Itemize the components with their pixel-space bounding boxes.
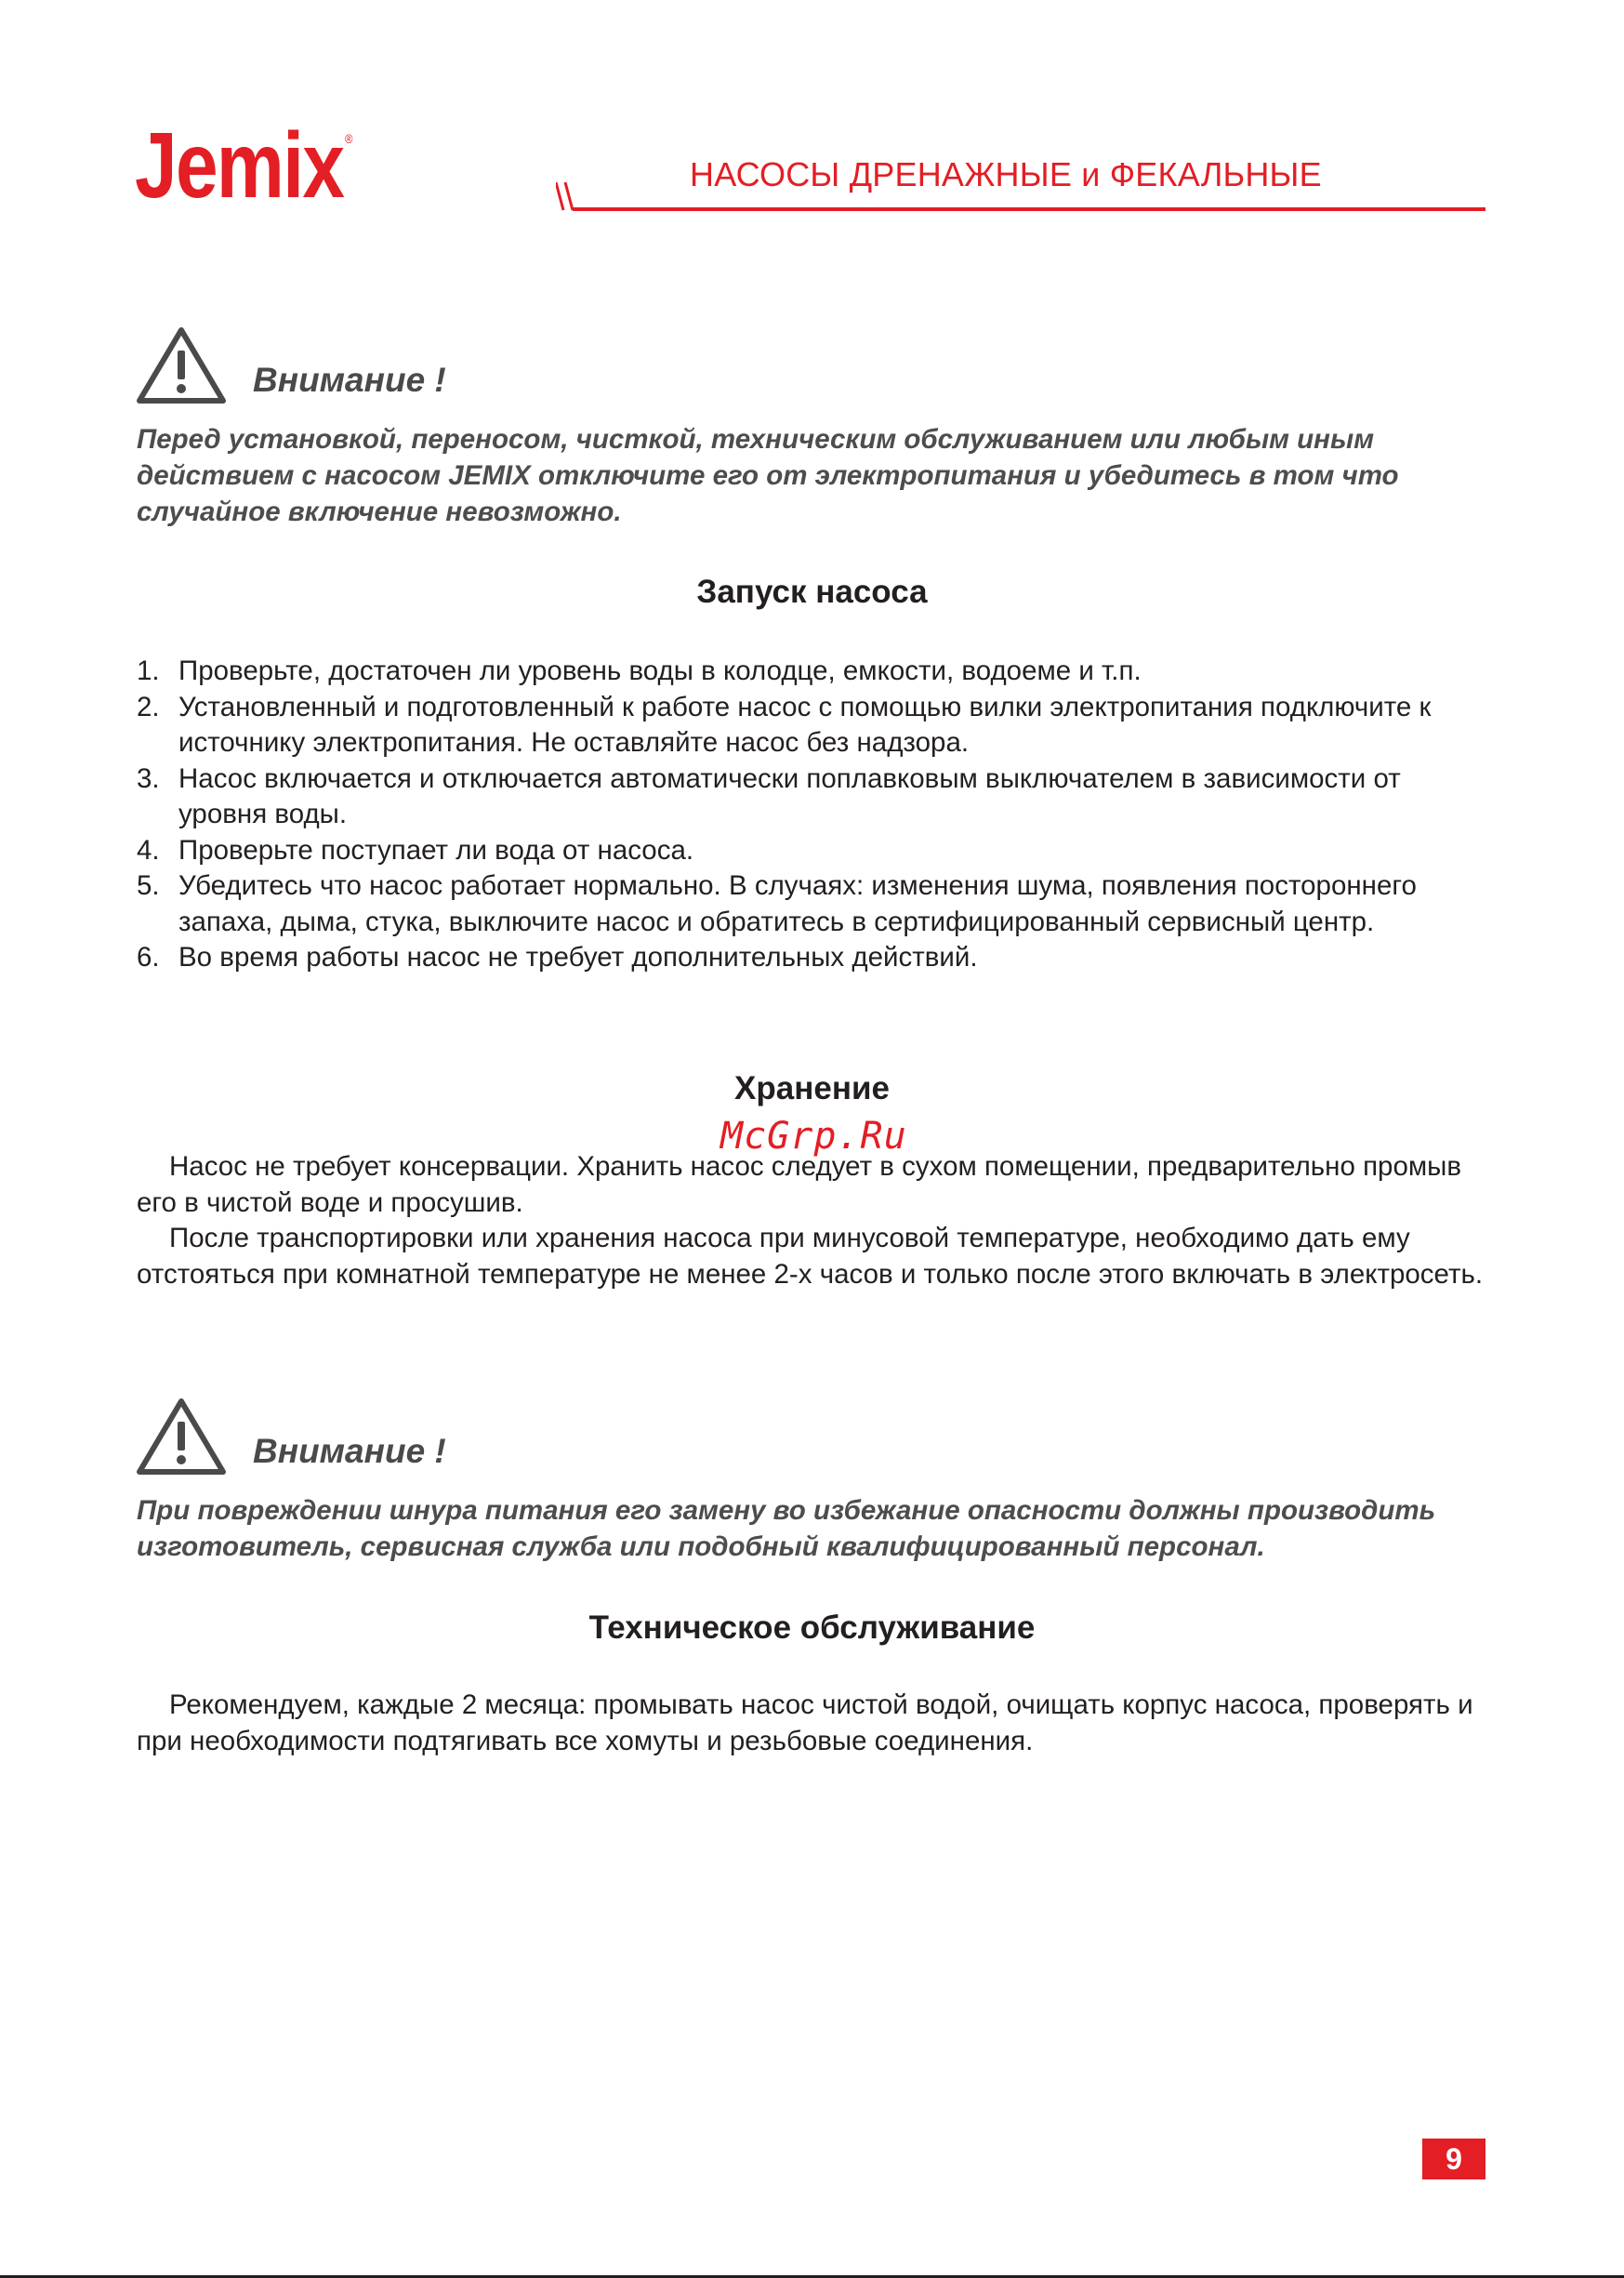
maintenance-paragraph-1: Рекомендуем, каждые 2 месяца: промывать насос чистой водой, очищать корпус насоса, проверять и при необходимости подтягивать все хомуты и резьбовые соединения. — [137, 1689, 1473, 1756]
warning-triangle-icon — [136, 1397, 227, 1477]
warning-1-text: Перед установкой, переносом, чисткой, техническим обслуживанием или любым иным действием с насосом JEMIX отключите его от электропитания и убедитесь в том что случайное включение невозможно. — [137, 424, 1399, 527]
list-text: Проверьте, достаточен ли уровень воды в колодце, емкости, водоеме и т.п. — [178, 656, 1142, 686]
list-item — [137, 762, 1494, 833]
section-heading-startup: Запуск насоса — [696, 574, 928, 610]
storage-paragraph-2: После транспортировки или хранения насоса при минусовой температуре, необходимо дать ему отстояться при комнатной температуре не менее 2-х часов и только после этого включать в электросеть. — [137, 1223, 1484, 1290]
startup-steps-list — [137, 654, 1494, 976]
page-number: 9 — [1422, 2139, 1485, 2179]
list-text: Убедитесь что насос работает нормально. В случаях: изменения шума, появления постороннего запаха, дыма, стука, выключите насос и обратитесь в сертифицированный сервисный центр. — [178, 870, 1417, 937]
brand-name: Jemix — [135, 113, 344, 218]
list-item — [137, 690, 1494, 762]
list-item — [137, 654, 1494, 690]
list-text: Во время работы насос не требует дополнительных действий. — [178, 942, 978, 973]
section-heading-maintenance: Техническое обслуживание — [588, 1609, 1036, 1646]
maintenance-text — [137, 1688, 1494, 1759]
list-item — [137, 868, 1494, 940]
list-number: 3. — [137, 762, 160, 794]
warning-triangle-icon — [136, 325, 227, 405]
warning-2-text: При повреждении шнура питания его замену во избежание опасности должны производить изготовитель, сервисная служба или подобный квалифицированный персонал. — [137, 1495, 1436, 1562]
list-text: Проверьте поступает ли вода от насоса. — [178, 834, 694, 866]
section-heading-storage: Хранение — [734, 1070, 890, 1106]
list-number: 6. — [137, 942, 160, 973]
warning-2-title: Внимание ! — [253, 1432, 446, 1470]
list-text: Насос включается и отключается автоматически поплавковым выключателем в зависимости от уровня воды. — [178, 762, 1401, 829]
brand-logo — [135, 113, 351, 218]
storage-text — [137, 1149, 1494, 1292]
list-number: 1. — [137, 656, 160, 686]
list-number: 2. — [137, 691, 160, 722]
warning-1-title: Внимание ! — [253, 361, 446, 399]
list-item — [137, 940, 1494, 976]
list-number: 5. — [137, 870, 160, 901]
header-underline — [556, 182, 1485, 219]
list-item — [137, 833, 1494, 869]
header-title: НАСОСЫ ДРЕНАЖНЫЕ и ФЕКАЛЬНЫЕ — [690, 155, 1322, 193]
registered-mark: ® — [344, 131, 351, 146]
watermark: McGrp.Ru — [720, 1115, 907, 1158]
storage-paragraph-1: Насос не требует консервации. Хранить насос следует в сухом помещении, предварительно промыв его в чистой воде и просушив. — [137, 1151, 1462, 1218]
list-text: Установленный и подготовленный к работе насос с помощью вилки электропитания подключите к источнику электропитания. Не оставляйте насос без надзора. — [178, 691, 1432, 758]
list-number: 4. — [137, 834, 160, 866]
